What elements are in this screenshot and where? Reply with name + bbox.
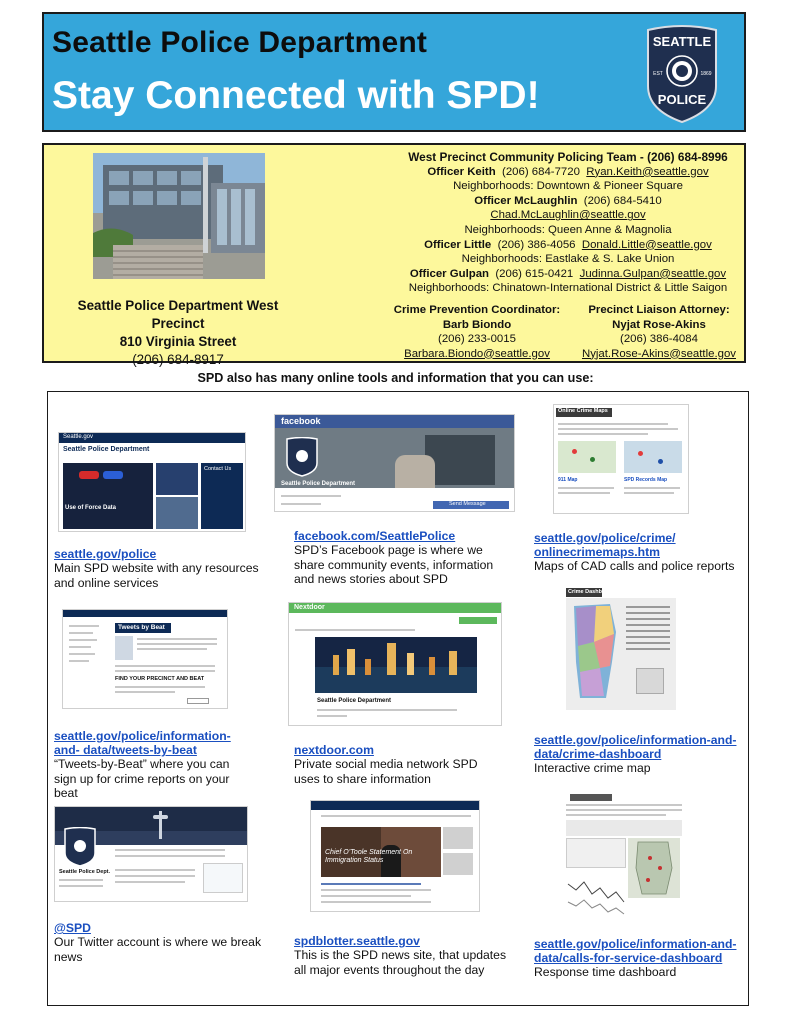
thumb-brand: facebook [281, 416, 321, 426]
officer-row [392, 165, 744, 180]
precinct-info-box [42, 143, 746, 367]
crime-map-graphic [570, 602, 620, 702]
thumb-page-name: Seattle Police Department [317, 698, 392, 704]
response-map-graphic [628, 838, 680, 898]
precinct-building-photo [93, 153, 265, 279]
tool-desc-calls-dashboard: Response time dashboard [534, 965, 677, 979]
tool-link-crime-maps[interactable]: seattle.gov/police/crime/ onlinecrimemaps.htm [534, 531, 676, 560]
officer-name: Officer Keith [427, 165, 496, 178]
crime-maps-thumbnail [553, 404, 689, 514]
nextdoor-thumbnail [288, 602, 502, 726]
officer-name: Officer McLaughlin [474, 194, 578, 207]
officer-neighborhoods: Neighborhoods: Downtown & Pioneer Square [453, 180, 683, 193]
crime-dashboard-thumbnail [566, 588, 676, 712]
facebook-thumbnail [274, 414, 515, 512]
tweets-by-beat-thumbnail [62, 609, 228, 709]
thumb-left-label: 911 Map [558, 477, 578, 483]
spd-badge-icon [63, 827, 97, 867]
contact-name: Barb Biondo [442, 318, 512, 331]
thumb-action-label: Send Message [449, 501, 486, 507]
badge-year-text: 1869 [700, 71, 712, 77]
twitter-thumbnail [54, 806, 248, 902]
officer-row [392, 267, 744, 282]
officer-neighborhoods: Neighborhoods: Chinatown-International District & Little Saigon [408, 282, 728, 295]
officer-row [392, 238, 744, 253]
thumb-panel-label: Contact Us [204, 466, 232, 472]
badge-bottom-text: POLICE [657, 92, 707, 107]
thumb-brand: Seattle.gov [63, 434, 94, 440]
page-title: Seattle Police Department [52, 26, 428, 59]
tool-link-police-site[interactable]: seattle.gov/police [54, 547, 157, 561]
tool-desc-facebook: SPD’s Facebook page is where we share community events, information and news stories about SPD [294, 543, 494, 586]
thumb-heading: Crime Dashboard [568, 589, 614, 595]
spd-badge-icon [285, 437, 319, 477]
tool-desc-crime-dashboard: Interactive crime map [534, 761, 651, 775]
thumb-heading: Online Crime Maps [558, 408, 608, 414]
calls-dashboard-thumbnail [566, 794, 682, 924]
officer-list [392, 150, 744, 296]
tool-desc-crime-maps: Maps of CAD calls and police reports [534, 559, 735, 573]
officer-email-link[interactable]: Ryan.Keith@seattle.gov [586, 165, 709, 178]
officer-email-link[interactable]: Judinna.Gulpan@seattle.gov [579, 267, 727, 280]
officer-email-link[interactable]: Chad.McLaughlin@seattle.gov [490, 209, 646, 222]
tool-desc-tweets-by-beat: “Tweets-by-Beat” where you can sign up for crime reports on your beat [54, 757, 230, 800]
spd-blotter-thumbnail [310, 800, 480, 912]
crime-prevention-contact [392, 303, 562, 361]
tool-link-facebook[interactable]: facebook.com/SeattlePolice [294, 529, 456, 543]
thumb-heading: Tweets by Beat [118, 624, 165, 631]
tools-heading: SPD also has many online tools and information that you can use: [197, 371, 594, 385]
tool-link-calls-dashboard[interactable]: seattle.gov/police/information-and- data/calls-for-service-dashboard [534, 937, 737, 966]
precinct-name: Seattle Police Department West Precinct [77, 298, 279, 331]
precinct-address-block [50, 297, 306, 369]
badge-est-text: EST [653, 71, 663, 77]
response-line-chart-graphic [566, 872, 626, 920]
liaison-attorney-contact [574, 303, 744, 361]
contact-email-link[interactable]: Nyjat.Rose-Akins@seattle.gov [581, 347, 736, 360]
officer-phone: (206) 684-7720 [502, 165, 580, 178]
officer-neighborhoods: Neighborhoods: Queen Anne & Magnolia [464, 223, 672, 236]
officer-phone: (206) 386-4056 [497, 238, 576, 251]
thumb-caption: Use of Force Data [65, 505, 117, 511]
tool-link-crime-dashboard[interactable]: seattle.gov/police/information-and- data/crime-dashboard [534, 733, 737, 762]
contact-phone: (206) 233-0015 [438, 333, 516, 345]
tool-link-tweets-by-beat[interactable]: seattle.gov/police/information-and- data/tweets-by-beat [54, 729, 231, 758]
tool-link-spd-blotter[interactable]: spdblotter.seattle.gov [294, 934, 420, 948]
team-heading: West Precinct Community Policing Team - (206) 684-8996 [408, 150, 728, 164]
thumb-brand: Nextdoor [294, 604, 325, 611]
officer-name: Officer Gulpan [409, 267, 490, 280]
thumb-headline: Chief O’Toole Statement On Immigration Status [325, 849, 413, 864]
contact-phone: (206) 386-4084 [620, 333, 698, 345]
precinct-address: 810 Virginia Street [119, 334, 237, 349]
police-website-thumbnail [58, 432, 246, 532]
thumb-heading: Seattle Police Department [63, 446, 150, 453]
thumb-account-name: Seattle Police Dept. [59, 869, 111, 875]
tool-link-nextdoor[interactable]: nextdoor.com [294, 743, 374, 757]
officer-phone: (206) 615-0421 [495, 267, 574, 280]
tool-desc-twitter: Our Twitter account is where we break news [54, 935, 262, 964]
contact-role: Precinct Liaison Attorney: [588, 304, 730, 316]
contact-name: Nyjat Rose-Akins [612, 318, 706, 331]
officer-neighborhoods: Neighborhoods: Eastlake & S. Lake Union [461, 253, 675, 266]
spd-badge-logo [642, 24, 722, 124]
officer-phone: (206) 684-5410 [583, 194, 662, 207]
header-banner [42, 12, 746, 132]
thumb-right-label: SPD Records Map [624, 477, 668, 483]
tool-desc-spd-blotter: This is the SPD news site, that updates all major events throughout the day [294, 948, 507, 977]
contact-role: Crime Prevention Coordinator: [393, 304, 561, 316]
online-tools-panel [47, 391, 749, 1006]
tool-desc-police-site: Main SPD website with any resources and online services [54, 561, 259, 590]
thumb-page-name: Seattle Police Department [281, 481, 356, 487]
precinct-phone: (206) 684-8917 [132, 352, 224, 367]
tool-desc-nextdoor: Private social media network SPD uses to share information [294, 757, 478, 786]
officer-row [392, 194, 744, 209]
officer-name: Officer Little [424, 238, 492, 251]
thumb-subheading: FIND YOUR PRECINCT AND BEAT [115, 676, 205, 682]
badge-top-text: SEATTLE [652, 34, 712, 49]
contact-email-link[interactable]: Barbara.Biondo@seattle.gov [404, 347, 550, 360]
officer-email-link[interactable]: Donald.Little@seattle.gov [581, 238, 712, 251]
tool-link-twitter[interactable]: @SPD [54, 921, 91, 935]
page-subtitle: Stay Connected with SPD! [52, 74, 540, 117]
